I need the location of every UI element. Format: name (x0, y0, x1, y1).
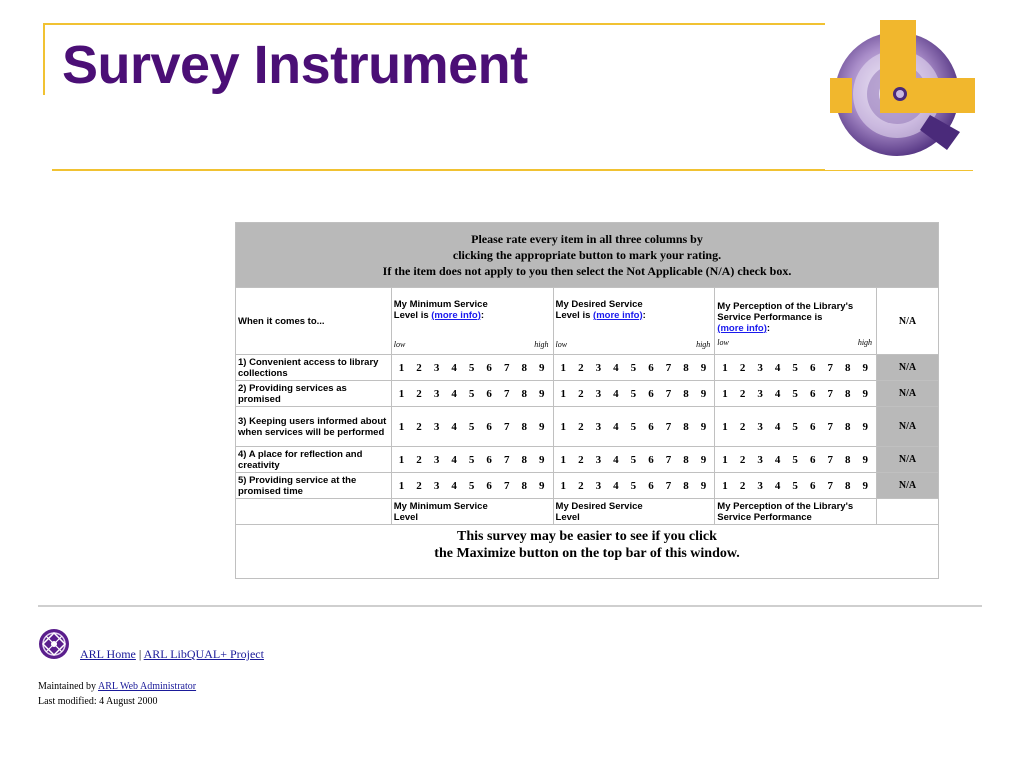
rating-option-button[interactable]: 6 (648, 420, 654, 433)
rating-option-button[interactable]: 7 (827, 479, 833, 492)
rating-option-button[interactable]: 7 (503, 453, 510, 466)
rating-option-button[interactable]: 6 (809, 453, 816, 466)
column-header-perception-line2: Service Performance is (717, 311, 823, 323)
rating-option-button[interactable]: 3 (595, 361, 602, 374)
rating-group-desired (553, 381, 715, 407)
rating-option-button[interactable]: 7 (665, 361, 672, 374)
rating-option-button[interactable]: 3 (595, 453, 602, 466)
rating-option-button[interactable]: 1 (398, 361, 405, 374)
scale-low-label: low (555, 339, 568, 349)
column-header-minimum-line2: Level is (393, 309, 429, 321)
rating-option-button[interactable]: 7 (503, 387, 510, 400)
footer-line1: My Minimum Service (393, 500, 488, 512)
rating-option-button[interactable]: 5 (468, 420, 475, 433)
column-header-perception (715, 288, 877, 355)
footer-line1: My Perception of the Library's (717, 500, 854, 512)
footer-separator: | (138, 647, 142, 661)
rating-option-button[interactable]: 2 (578, 453, 584, 466)
rating-option-button[interactable]: 9 (700, 387, 707, 400)
rating-option-button[interactable]: 8 (683, 387, 689, 400)
rating-option-button[interactable]: 8 (683, 420, 689, 433)
column-footer-perception (715, 499, 877, 525)
maximize-note-line-2: the Maximize button on the top bar of this window. (434, 546, 740, 561)
rating-option-button[interactable]: 5 (792, 420, 798, 433)
rating-option-button[interactable]: 3 (433, 387, 440, 400)
rating-option-button[interactable]: 3 (757, 387, 763, 400)
arl-libqual-project-link[interactable]: ARL LibQUAL+ Project (143, 647, 264, 661)
rating-group-perception (715, 473, 877, 499)
rating-option-button[interactable]: 4 (613, 361, 619, 374)
rating-option-button[interactable]: 7 (503, 479, 510, 492)
column-header-desired-line1: My Desired Service (555, 298, 643, 310)
rating-option-button[interactable]: 1 (560, 479, 567, 492)
rating-group-desired (553, 407, 715, 447)
rating-option-button[interactable]: 9 (862, 453, 869, 466)
rating-option-button[interactable]: 1 (722, 479, 728, 492)
rating-option-button[interactable]: 4 (613, 420, 619, 433)
rating-group-desired (553, 447, 715, 473)
rating-option-button[interactable]: 2 (416, 420, 422, 433)
na-checkbox[interactable]: N/A (877, 473, 939, 499)
column-footer-desired (553, 499, 715, 525)
rating-option-button[interactable]: 6 (809, 479, 816, 492)
rating-option-button[interactable]: 9 (862, 387, 869, 400)
scale-low-label: low (393, 339, 406, 349)
rating-group-minimum (391, 355, 553, 381)
rating-option-button[interactable]: 9 (862, 361, 869, 374)
survey-item-row (236, 447, 939, 473)
scale-labels (717, 337, 874, 348)
rating-option-button[interactable]: 6 (486, 420, 492, 433)
rating-option-button[interactable]: 8 (845, 453, 851, 466)
slide-title: Survey Instrument (62, 35, 528, 95)
rating-option-button[interactable]: 9 (700, 420, 707, 433)
instructions-line-1: Please rate every item in all three columns by (471, 232, 703, 246)
rating-option-button[interactable]: 3 (757, 453, 763, 466)
rating-option-button[interactable]: 1 (560, 387, 567, 400)
rating-option-button[interactable]: 7 (503, 420, 510, 433)
rating-option-button[interactable]: 8 (521, 387, 527, 400)
arl-emblem-icon[interactable] (38, 628, 70, 660)
maximize-note-row (236, 525, 939, 579)
survey-item-label: 4) A place for reflection and creativity (236, 447, 392, 473)
rating-option-button[interactable]: 4 (774, 420, 781, 433)
rating-option-button[interactable]: 5 (630, 453, 637, 466)
rating-option-button[interactable]: 7 (827, 453, 833, 466)
rating-option-button[interactable]: 4 (451, 420, 457, 433)
rating-option-button[interactable]: 4 (451, 479, 457, 492)
rating-option-button[interactable]: 2 (416, 453, 422, 466)
more-info-link-perception[interactable]: (more info) (717, 322, 767, 334)
rating-option-button[interactable]: 8 (845, 387, 851, 400)
rating-option-button[interactable]: 5 (792, 387, 798, 400)
rating-option-button[interactable]: 1 (398, 453, 405, 466)
rating-option-button[interactable]: 9 (539, 387, 545, 400)
rating-option-button[interactable]: 5 (792, 361, 798, 374)
rating-option-button[interactable]: 2 (739, 361, 746, 374)
column-header-minimum (391, 288, 553, 355)
rating-option-button[interactable]: 9 (539, 479, 545, 492)
survey-item-row (236, 407, 939, 447)
rating-option-button[interactable]: 1 (560, 361, 567, 374)
survey-item-row (236, 381, 939, 407)
column-header-row (236, 288, 939, 355)
rating-option-button[interactable]: 8 (521, 420, 527, 433)
column-header-desired (553, 288, 715, 355)
rating-option-button[interactable]: 4 (774, 453, 781, 466)
rating-option-button[interactable]: 5 (630, 361, 637, 374)
rating-option-button[interactable]: 5 (792, 453, 798, 466)
rating-option-button[interactable]: 7 (827, 387, 833, 400)
rating-option-button[interactable]: 4 (774, 361, 781, 374)
scale-labels (394, 339, 551, 350)
maintenance-info (38, 679, 196, 709)
header-rule-left (43, 23, 45, 95)
rating-option-button[interactable]: 8 (683, 361, 689, 374)
rating-option-button[interactable]: 2 (416, 387, 422, 400)
survey-item-label: 1) Convenient access to library collections (236, 355, 392, 381)
na-checkbox[interactable]: N/A (877, 381, 939, 407)
rating-option-button[interactable]: 2 (578, 479, 584, 492)
scale-high-label: high (857, 337, 873, 347)
rating-option-button[interactable]: 2 (739, 387, 746, 400)
rating-option-button[interactable]: 7 (827, 420, 833, 433)
colon: : (480, 309, 485, 321)
survey-item-label: 5) Providing service at the promised time (236, 473, 392, 499)
rating-option-button[interactable]: 4 (774, 387, 781, 400)
rating-option-button[interactable]: 4 (451, 361, 457, 374)
rating-group-minimum (391, 473, 553, 499)
footer-line2: Level (393, 511, 419, 523)
rating-option-button[interactable]: 7 (665, 387, 672, 400)
rating-option-button[interactable]: 3 (433, 361, 440, 374)
rating-option-button[interactable]: 3 (757, 361, 763, 374)
rating-option-button[interactable]: 7 (503, 361, 510, 374)
rating-option-button[interactable]: 4 (613, 453, 619, 466)
blank-cell (877, 499, 939, 525)
scale-labels (556, 339, 713, 350)
column-header-desired-line2: Level is (555, 309, 591, 321)
rating-option-button[interactable]: 5 (630, 420, 637, 433)
rating-option-button[interactable]: 9 (862, 420, 869, 433)
rating-option-button[interactable]: 3 (595, 420, 602, 433)
footer-line2: Service Performance (717, 511, 812, 523)
rating-option-button[interactable]: 3 (757, 420, 763, 433)
rating-option-button[interactable]: 6 (486, 387, 492, 400)
rating-option-button[interactable]: 3 (757, 479, 763, 492)
web-administrator-link[interactable]: ARL Web Administrator (98, 681, 197, 692)
rating-option-button[interactable]: 7 (665, 453, 672, 466)
rating-option-button[interactable]: 8 (845, 361, 851, 374)
rating-option-button[interactable]: 9 (539, 420, 545, 433)
column-header-minimum-line1: My Minimum Service (393, 298, 488, 310)
rating-option-button[interactable]: 7 (827, 361, 833, 374)
rating-option-button[interactable]: 6 (648, 453, 654, 466)
rating-option-button[interactable]: 1 (398, 479, 405, 492)
instructions-line-3: If the item does not apply to you then select the Not Applicable (N/A) check box. (382, 264, 792, 278)
rating-group-perception (715, 407, 877, 447)
rating-option-button[interactable]: 8 (683, 453, 689, 466)
rating-option-button[interactable]: 5 (468, 453, 475, 466)
rating-option-button[interactable]: 6 (486, 453, 492, 466)
na-checkbox[interactable]: N/A (877, 447, 939, 473)
rating-option-button[interactable]: 2 (739, 453, 746, 466)
rating-option-button[interactable]: 6 (648, 387, 654, 400)
rating-option-button[interactable]: 7 (665, 420, 672, 433)
rating-option-button[interactable]: 6 (809, 420, 816, 433)
scale-high-label: high (696, 339, 711, 349)
item-column-header: When it comes to... (236, 288, 392, 355)
rating-option-button[interactable]: 2 (739, 420, 746, 433)
rating-group-perception (715, 447, 877, 473)
rating-option-button[interactable]: 2 (578, 387, 584, 400)
rating-option-button[interactable]: 9 (539, 361, 545, 374)
rating-option-button[interactable]: 9 (862, 479, 869, 492)
rating-option-button[interactable]: 9 (539, 453, 545, 466)
rating-option-button[interactable]: 4 (613, 387, 619, 400)
rating-option-button[interactable]: 6 (486, 361, 492, 374)
column-footer-minimum (391, 499, 553, 525)
rating-group-minimum (391, 381, 553, 407)
survey-table (235, 222, 939, 579)
na-checkbox[interactable]: N/A (877, 355, 939, 381)
rating-group-perception (715, 381, 877, 407)
rating-option-button[interactable]: 2 (416, 479, 422, 492)
rating-option-button[interactable]: 2 (578, 361, 584, 374)
rating-option-button[interactable]: 1 (398, 420, 405, 433)
rating-option-button[interactable]: 5 (630, 387, 637, 400)
footer-line2: Level (555, 511, 580, 523)
blank-cell (236, 499, 392, 525)
rating-option-button[interactable]: 6 (648, 361, 654, 374)
page-divider (38, 605, 982, 607)
instructions-banner (236, 223, 939, 288)
rating-option-button[interactable]: 5 (792, 479, 798, 492)
rating-option-button[interactable]: 3 (433, 453, 440, 466)
rating-option-button[interactable]: 2 (578, 420, 584, 433)
rating-option-button[interactable]: 9 (700, 453, 707, 466)
rating-option-button[interactable]: 5 (468, 361, 475, 374)
rating-option-button[interactable]: 2 (739, 479, 746, 492)
last-modified: Last modified: 4 August 2000 (38, 696, 158, 707)
rating-option-button[interactable]: 2 (416, 361, 422, 374)
rating-option-button[interactable]: 3 (433, 420, 440, 433)
colon: : (642, 309, 646, 321)
rating-option-button[interactable]: 8 (521, 453, 527, 466)
maintained-by-label: Maintained by (38, 681, 97, 692)
scale-low-label: low (717, 337, 729, 347)
na-column-header: N/A (877, 288, 939, 355)
rating-option-button[interactable]: 7 (665, 479, 672, 492)
arl-home-link[interactable]: ARL Home (80, 647, 136, 661)
rating-option-button[interactable]: 8 (521, 479, 527, 492)
survey-item-row (236, 355, 939, 381)
rating-option-button[interactable]: 6 (486, 479, 492, 492)
column-footer-row (236, 499, 939, 525)
footer-links (80, 647, 264, 662)
rating-option-button[interactable]: 6 (809, 387, 816, 400)
rating-option-button[interactable]: 1 (398, 387, 405, 400)
rating-option-button[interactable]: 1 (722, 453, 728, 466)
rating-option-button[interactable]: 4 (451, 387, 457, 400)
rating-option-button[interactable]: 6 (648, 479, 654, 492)
scale-high-label: high (534, 339, 549, 349)
survey-item-label: 3) Keeping users informed about when services will be performed (236, 407, 392, 447)
rating-option-button[interactable]: 1 (722, 361, 728, 374)
rating-option-button[interactable]: 1 (560, 420, 567, 433)
rating-option-button[interactable]: 9 (700, 361, 707, 374)
rating-option-button[interactable]: 5 (468, 387, 475, 400)
rating-option-button[interactable]: 8 (845, 479, 851, 492)
survey-item-row (236, 473, 939, 499)
rating-group-desired (553, 473, 715, 499)
rating-group-desired (553, 355, 715, 381)
rating-option-button[interactable]: 8 (845, 420, 851, 433)
maximize-note-line-1: This survey may be easier to see if you click (457, 529, 717, 544)
column-header-perception-line1: My Perception of the Library's (717, 300, 854, 312)
na-checkbox[interactable]: N/A (877, 407, 939, 447)
rating-option-button[interactable]: 3 (595, 387, 602, 400)
instructions-line-2: clicking the appropriate button to mark your rating. (452, 248, 722, 262)
rating-option-button[interactable]: 6 (809, 361, 816, 374)
rating-option-button[interactable]: 5 (630, 479, 637, 492)
libqual-target-logo-icon (825, 20, 975, 170)
rating-option-button[interactable]: 5 (468, 479, 475, 492)
rating-option-button[interactable]: 4 (774, 479, 781, 492)
more-info-link-minimum[interactable]: (more info) (431, 309, 481, 321)
more-info-link-desired[interactable]: (more info) (593, 309, 643, 321)
rating-option-button[interactable]: 8 (521, 361, 527, 374)
footer-line1: My Desired Service (555, 500, 643, 512)
rating-option-button[interactable]: 8 (683, 479, 689, 492)
rating-option-button[interactable]: 3 (433, 479, 440, 492)
rating-group-perception (715, 355, 877, 381)
colon: : (766, 322, 771, 334)
rating-group-minimum (391, 447, 553, 473)
rating-option-button[interactable]: 1 (722, 387, 728, 400)
rating-option-button[interactable]: 3 (595, 479, 602, 492)
survey-item-label: 2) Providing services as promised (236, 381, 392, 407)
rating-group-minimum (391, 407, 553, 447)
rating-option-button[interactable]: 1 (722, 420, 728, 433)
rating-option-button[interactable]: 4 (613, 479, 619, 492)
rating-option-button[interactable]: 1 (560, 453, 567, 466)
rating-option-button[interactable]: 4 (451, 453, 457, 466)
rating-option-button[interactable]: 9 (700, 479, 707, 492)
